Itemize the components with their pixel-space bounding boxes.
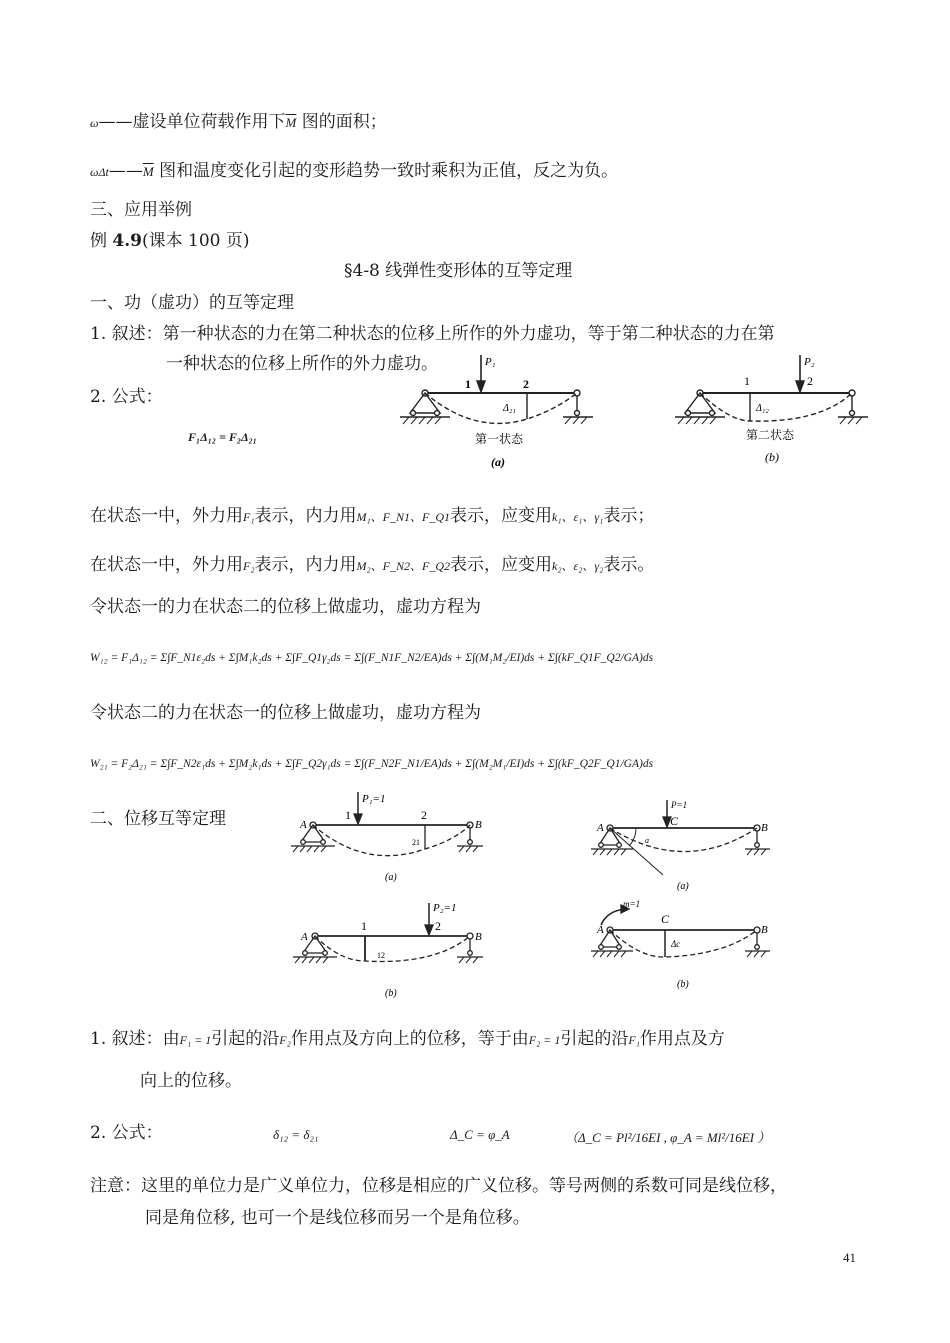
figure-tag: (a) [491,455,505,469]
text: 表示，内力用 [254,555,357,575]
note-line1: 注意：这里的单位力是广义单位力，位移是相应的广义位移。等号两侧的系数可同是线位移， [90,1176,787,1196]
figure-state-1 [395,345,595,475]
deflection-rotation-values: （Δ_C = Pl²/16EI , φ_A = Ml²/16EI ） [565,1130,771,1145]
text: 在状态一中，外力用 [90,506,243,526]
delta-reciprocity-formula: δ₁₂ = δ₂₁ [273,1127,319,1142]
moment-label: m=1 [623,899,641,909]
virtual-work-equation-1: W₁₂ = F₁Δ₁₂ = Σ∫F_N1ε₂ds + Σ∫M₁k₂ds + Σ∫F_Q1γ₂ds = Σ∫(F_N1F_N2/EA)ds + Σ∫(M₁M₂/EI)ds + Σ∫(kF_Q1F_Q2/GA)ds [90,652,654,664]
angle-label: a [645,836,649,845]
m-bar: $\overline{M}$ [142,164,154,179]
delta-label: 21 [412,838,420,847]
force-symbol: F₂ [243,559,255,573]
load-label: P₂ [804,356,815,368]
omega-text: ——虚设单位荷载作用下 [98,112,286,132]
text: 作用点及方向上的位移，等于由 [290,1029,529,1049]
virtual-work-1-intro: 令状态一的力在状态二的位移上做虚功，虚功方程为 [90,597,481,617]
delta-label: 12 [377,951,385,960]
text: 在状态一中，外力用 [90,555,243,575]
formula-label: 2. 公式： [90,387,163,407]
virtual-work-equation-2: W₂₁ = F₂Δ₂₁ = Σ∫F_N2ε₁ds + Σ∫M₂k₁ds + Σ∫F_Q2γ₁ds = Σ∫(F_N2F_N1/EA)ds + Σ∫(M₂M₁/EI)ds + Σ∫(kF_Q2F_Q1/GA)ds [90,758,654,770]
point-2-label: 2 [523,377,529,391]
example-prefix: 例 [90,231,113,251]
figure-state-2 [670,345,870,475]
f2-unit: F₂ = 1 [528,1033,561,1047]
load-label: P₁=1 [362,793,386,805]
point-b-label: B [475,819,482,831]
strain-symbols: k₁、ε₁、γ₁ [552,510,604,524]
point-a-label: A [597,822,604,834]
statement-1-line1: 1. 叙述：第一种状态的力在第二种状态的位移上所作的外力虚功，等于第二种状态的力在第 [90,324,775,344]
virtual-work-2-intro: 令状态二的力在状态一的位移上做虚功，虚功方程为 [90,703,481,723]
state-1-description [90,505,654,528]
text: 表示，应变用 [450,555,553,575]
point-2-label: 2 [435,919,441,933]
internal-force-symbols: M₁、F_N1、F_Q1 [356,510,451,524]
point-1-label: 1 [465,377,471,391]
internal-force-symbols: M₂、F_N2、F_Q2 [356,559,451,573]
statement-2-line1 [90,1028,725,1051]
figure-title: 第一状态 [475,432,524,446]
figure-unit-moment [585,895,775,995]
state-2-description [90,554,654,577]
load-label: P₂=1 [433,902,457,914]
omega-text-end: 图的面积； [296,112,387,132]
strain-symbols: k₂、ε₂、γ₂ [552,559,604,573]
text: 表示。 [603,555,655,575]
deflection-curve [425,393,577,423]
text: 表示，应变用 [450,506,553,526]
figure-unit-load-p1 [285,790,495,890]
figure-unit-load-p2 [285,895,495,1005]
point-a-label: A [597,924,604,936]
omega-dt-symbol: ωΔt [90,165,109,179]
note-line2: 同是角位移, 也可一个是线位移而另一个是角位移。 [145,1208,530,1228]
example-number: 4.9 [112,231,142,251]
point-1-label: 1 [345,808,351,822]
text: 表示； [603,506,655,526]
point-b-label: B [761,924,768,936]
deflection-rotation-formula: Δ_C = φ_A [450,1127,510,1142]
point-1-label: 1 [361,919,367,933]
omega-dt-definition [90,160,618,183]
point-b-label: B [475,931,482,943]
text: 表示，内力用 [254,506,357,526]
text: 作用点及方 [639,1029,725,1049]
text: 引起的沿 [560,1029,629,1049]
figure-title: 第二状态 [746,428,795,442]
section-heading-applications: 三、应用举例 [90,200,192,220]
text: 1. 叙述：由 [90,1029,180,1049]
text: 引起的沿 [211,1029,280,1049]
load-label: P=1 [671,800,688,810]
work-reciprocity-formula: F₁Δ₁₂ = F₂Δ₂₁ [188,430,257,444]
delta-label: Δc [671,939,681,949]
dash: —— [108,161,143,181]
statement-2-line2: 向上的位移。 [140,1071,242,1091]
point-1-label: 1 [744,374,750,388]
point-a-label: A [301,931,308,943]
heading-work-reciprocity: 一、功（虚功）的互等定理 [90,293,294,313]
point-a-label: A [300,819,307,831]
section-title: §4-8 线弹性变形体的互等定理 [344,261,573,281]
figure-tag: (b) [765,450,779,464]
example-page: (课本 100 页) [141,231,250,251]
figure-unit-load-p [585,795,775,895]
point-c-label: C [670,814,679,828]
m-bar: $\overline{M}$ [285,115,297,130]
example-reference [90,230,250,252]
omega-dt-text: 图和温度变化引起的变形趋势一致时乘积为正值，反之为负。 [153,161,619,181]
load-label: P₁ [485,356,496,368]
heading-displacement-reciprocity: 二、位移互等定理 [90,809,226,829]
figure-tag: (b) [677,979,689,990]
omega-definition [90,111,387,134]
point-2-label: 2 [807,374,813,388]
delta-label: Δ₁₂ [756,403,769,414]
page-number: 41 [843,1250,856,1265]
f2: F₂ [279,1033,291,1047]
point-2-label: 2 [421,808,427,822]
f1: F₁ [628,1033,640,1047]
statement-1-line2: 一种状态的位移上所作的外力虚功。 [166,354,438,374]
figure-tag: (a) [385,872,397,883]
f1-unit: F₁ = 1 [179,1033,212,1047]
point-b-label: B [761,822,768,834]
delta-label: Δ₂₁ [503,403,516,414]
figure-tag: (b) [385,988,397,999]
point-c-label: C [661,912,670,926]
figure-tag: (a) [677,881,689,892]
formula-2-label: 2. 公式： [90,1123,163,1143]
omega-symbol: ω [90,116,99,130]
force-symbol: F₁ [243,510,255,524]
